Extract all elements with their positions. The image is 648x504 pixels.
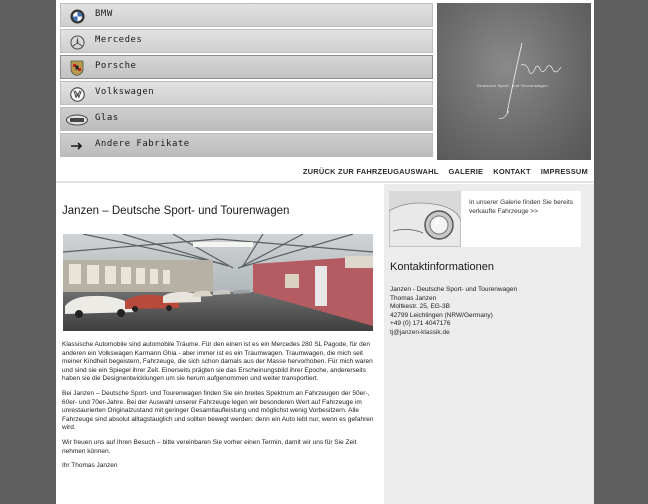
contact-street: Moltkestr. 25, EG-3B [390, 303, 450, 311]
mercedes-star-icon [69, 34, 85, 50]
contact-phone: +49 (0) 171 4047176 [390, 320, 451, 328]
brand-item-andere-fabrikate[interactable] [60, 133, 433, 157]
nav-contact[interactable]: KONTAKT [493, 167, 531, 176]
brand-item-porsche[interactable] [60, 55, 433, 79]
brand-item-glas[interactable] [60, 107, 433, 131]
nav-divider [56, 181, 594, 183]
contact-company: Janzen - Deutsche Sport- und Tourenwagen [390, 286, 518, 293]
brand-item-volkswagen[interactable] [60, 81, 433, 105]
porsche-crest-icon [69, 60, 85, 76]
brand-item-bmw[interactable] [60, 3, 433, 27]
vw-logo-icon [69, 86, 85, 102]
contact-heading: Kontaktinformationen [390, 261, 494, 273]
brand-label: Glas [95, 113, 119, 123]
nav-imprint[interactable]: IMPRESSUM [540, 167, 588, 176]
top-nav [303, 167, 588, 176]
logo-panel [437, 3, 591, 160]
nav-gallery[interactable]: GALERIE [448, 167, 484, 176]
brand-label: Andere Fabrikate [95, 139, 190, 149]
logo-tagline: Deutsche Sport- und Tourenwagen [477, 83, 549, 88]
contact-email-link[interactable]: tj@janzen-klassik.de [390, 328, 450, 336]
page [56, 0, 594, 504]
intro-paragraph: Wir freuen uns auf Ihren Besuch – bitte vereinbaren Sie vorher einen Termin, damit wir uns für Sie Zeit nehmen können. [62, 438, 357, 455]
janzen-signature-logo [437, 3, 591, 160]
contact-person: Thomas Janzen [390, 294, 437, 302]
brand-label: Mercedes [95, 35, 143, 45]
bmw-logo-icon [69, 8, 85, 24]
brand-label: Porsche [95, 61, 137, 71]
showroom-photo [63, 234, 373, 331]
sidebar [384, 184, 594, 504]
intro-text [62, 341, 378, 477]
gallery-teaser[interactable] [389, 191, 581, 247]
arrow-right-icon [69, 138, 85, 154]
intro-paragraph: Klassische Automobile sind automobile Träume. Für den einen ist es ein Mercedes 280 SL Pagode, für den anderen ein Volkswagen Karmann Ghia - aber immer ist es ein Traumwagen. Traumwagen, die mich seit meiner Kindheit begeistern, Fahrzeuge, die sich schon damals aus der Masse hervorhoben. Für mich waren und sind sie ein Spiegel ihrer Zeit. Einerseits prägten sie das Erscheinungsbild ihrer Epoche, andererseits haben sie die Designentwicklungen um sie herum aufgenommen und weiter transportiert. [62, 341, 373, 383]
nav-back-to-selection[interactable]: ZURÜCK ZUR FAHRZEUGAUSWAHL [302, 167, 439, 176]
brand-label: BMW [95, 9, 113, 19]
gallery-thumbnail[interactable] [389, 191, 461, 247]
contact-city: 42799 Leichlingen (NRW/Germany) [390, 311, 493, 319]
brand-label: Volkswagen [95, 87, 155, 97]
glas-logo-icon [66, 112, 88, 128]
contact-info [390, 286, 517, 338]
page-title: Janzen – Deutsche Sport- und Tourenwagen [62, 205, 290, 217]
brand-menu [60, 3, 433, 159]
intro-paragraph: Bei Janzen – Deutsche Sport- und Tourenwagen finden Sie ein breites Spektrum an Fahrzeugen der 50er-, 60er- und 70er-Jahre. Bei der Auswahl unserer Fahrzeuge legen wir besonderen Wert auf Fahrzeuge im unrestaurierten Originalzustand mit geringer Gesamtlaufleistung und möglichst wenig Vorbesitzern. Alle Fahrzeuge sind absolut alltagstauglich und sollten bewegt werden: denn ein Auto lebt nur, wenn es gefahren wird. [62, 389, 374, 432]
brand-item-mercedes[interactable] [60, 29, 433, 53]
signature-line: Ihr Thomas Janzen [62, 462, 118, 470]
gallery-link-text[interactable]: In unserer Galerie finden Sie bereits verkaufte Fahrzeuge >> [469, 199, 574, 215]
